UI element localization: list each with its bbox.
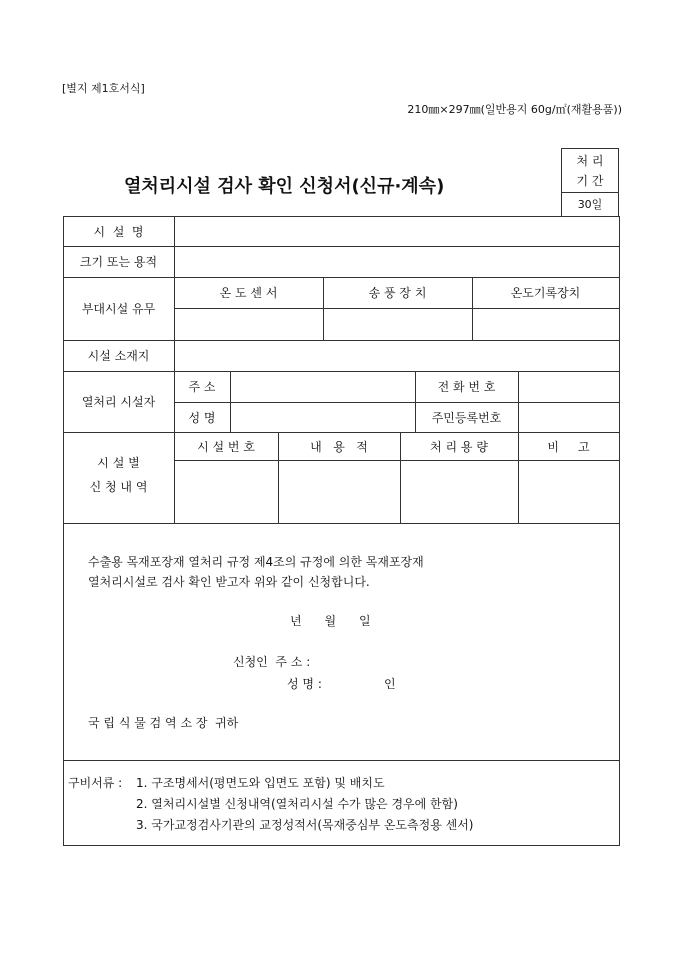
location-field[interactable] [174, 340, 619, 371]
size-field[interactable] [174, 246, 619, 277]
seal-mark: 인 [384, 677, 396, 691]
operator-label: 열처리 시설자 [81, 395, 156, 409]
processing-label: 처 리 [576, 153, 604, 168]
period-label: 기 간 [576, 173, 604, 188]
date-line: 년 월 일 [290, 614, 371, 628]
address-label: 주 소 [188, 380, 216, 394]
attachment-item: 2. 열처리시설별 신청내역(열처리시설 수가 많은 경우에 한함) [136, 797, 458, 811]
attachment-item: 3. 국가교정검사기관의 교정성적서(목재중심부 온도측정용 센서) [136, 818, 474, 832]
detail-label-1: 시 설 별 [97, 455, 140, 470]
facility-name-label: 시 설 명 [93, 224, 144, 239]
facility-name-field[interactable] [174, 216, 619, 246]
page-title: 열처리시설 검사 확인 신청서(신규·계속) [124, 176, 445, 197]
temp-recorder-header: 온도기록장치 [510, 286, 581, 300]
attachment-item: 1. 구조명세서(평면도와 입면도 포함) 및 배치도 [136, 776, 385, 790]
detail-label-2: 신 청 내 역 [89, 479, 148, 494]
size-label: 크기 또는 용적 [79, 255, 158, 269]
temp-sensor-header: 온 도 센 서 [219, 286, 278, 300]
volume-header: 내 용 적 [310, 439, 368, 454]
recipient: 국 립 식 물 검 역 소 장 귀하 [88, 716, 239, 730]
phone-label: 전 화 번 호 [437, 380, 496, 394]
applicant-name: 성 명 : [287, 677, 322, 691]
facility-no-header: 시 설 번 호 [197, 439, 255, 454]
statement-line-1: 수출용 목재포장재 열처리 규정 제4조의 규정에 의한 목재포장재 [88, 555, 424, 569]
applicant-address: 신청인 주 소 : [233, 655, 311, 669]
form-number: [별지 제1호서식] [62, 82, 145, 95]
name-label: 성 명 [188, 410, 216, 425]
rrn-label: 주민등록번호 [431, 410, 502, 425]
attachments-label: 구비서류 : [68, 776, 123, 790]
paper-spec: 210㎜×297㎜(일반용지 60g/㎡(재활용품)) [407, 103, 622, 116]
location-label: 시설 소재지 [87, 349, 150, 363]
processing-period-value: 30일 [577, 198, 603, 211]
blower-header: 송 풍 장 치 [368, 286, 427, 300]
statement-line-2: 열처리시설로 검사 확인 받고자 위와 같이 신청합니다. [88, 575, 370, 589]
aux-facility-label: 부대시설 유무 [81, 302, 156, 316]
capacity-header: 처 리 용 량 [430, 439, 488, 454]
remarks-header: 비 고 [547, 439, 590, 454]
